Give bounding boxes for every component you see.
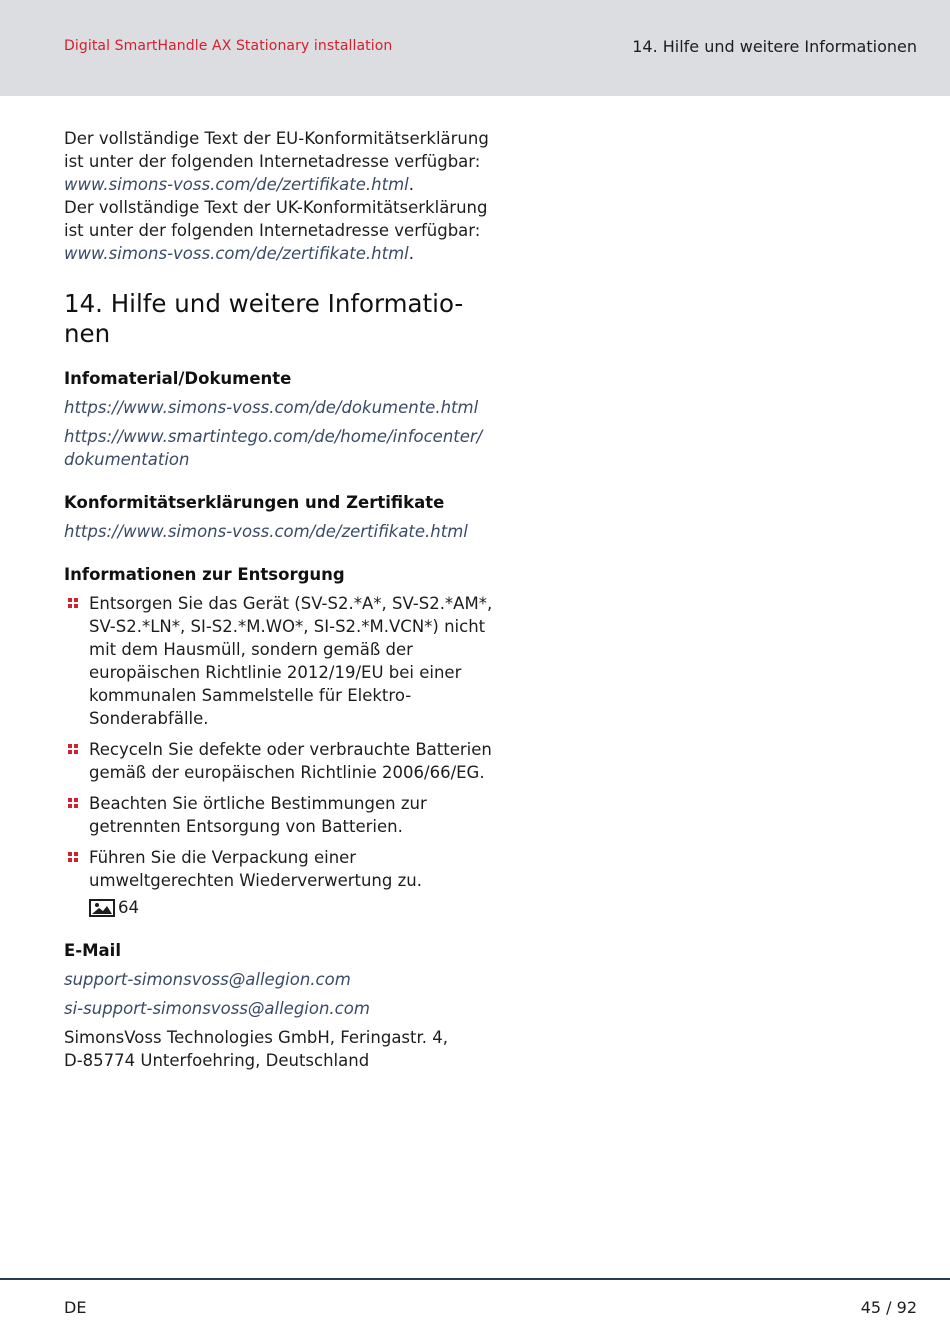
bullet-icon [68, 744, 79, 755]
footer-divider [0, 1278, 950, 1280]
list-item: Recyceln Sie defekte oder verbrauchte Batterien gemäß der europäischen Richtlinie 2006/66/EG. [64, 738, 494, 784]
konformitaet-heading: Konformitätserklärungen und Zertifikate [64, 493, 445, 512]
si-support-email-link[interactable]: si-support-simonsvoss@allegion.com [64, 999, 370, 1018]
company-address: SimonsVoss Technologies GmbH, Feringastr. 4, D-85774 Unterfoehring, Deutschland [64, 1028, 449, 1070]
bullet-icon [68, 852, 79, 863]
uk-declaration-link[interactable]: www.simons-voss.com/de/zertifikate.html [64, 244, 409, 263]
figure-reference[interactable] [89, 896, 494, 919]
bullet-icon [68, 598, 79, 609]
eu-declaration-link[interactable]: www.simons-voss.com/de/zertifikate.html [64, 175, 409, 194]
smartintego-link-row [64, 425, 494, 471]
section-heading: 14. Hilfe und weitere Informatio- nen [64, 289, 464, 348]
list-item: Führen Sie die Verpackung einer umweltgerechten Wiederverwertung zu. 64 [64, 846, 494, 919]
figure-number: 64 [118, 898, 139, 917]
disposal-list [64, 592, 494, 919]
documents-link-row [64, 396, 494, 419]
simons-voss-documents-link[interactable]: https://www.simons-voss.com/de/dokumente.html [64, 398, 479, 417]
chapter-title: 14. Hilfe und weitere Informationen [632, 37, 917, 56]
image-icon [89, 899, 115, 917]
infomaterial-heading: Infomaterial/Dokumente [64, 369, 292, 388]
page-header [0, 0, 950, 96]
main-content [64, 127, 494, 1072]
list-item: Beachten Sie örtliche Bestimmungen zur getrennten Entsorgung von Batterien. [64, 792, 494, 838]
language-code: DE [64, 1298, 87, 1317]
certificates-link-row [64, 520, 494, 543]
list-item: Entsorgen Sie das Gerät (SV-S2.*A*, SV-S2.*AM*, SV-S2.*LN*, SI-S2.*M.WO*, SI-S2.*M.VCN*) nicht mit dem Hausmüll, sondern gemäß der europäischen Richtlinie 2012/19/EU bei einer kommunalen Sammelstelle für Elektro-Sonderabfälle. [64, 592, 494, 730]
email-heading: E-Mail [64, 941, 121, 960]
document-title: Digital SmartHandle AX Stationary installation [64, 38, 393, 54]
bullet-icon [68, 798, 79, 809]
entsorgung-heading: Informationen zur Entsorgung [64, 565, 345, 584]
support-email-row [64, 968, 494, 991]
smartintego-documentation-link[interactable]: https://www.smartintego.com/de/home/infocenter/ dokumentation [64, 427, 483, 469]
certificates-link[interactable]: https://www.simons-voss.com/de/zertifikate.html [64, 522, 468, 541]
eu-declaration-text: Der vollständige Text der EU-Konformitätserklärung ist unter der folgenden Internetadresse verfügbar: www.simons-voss.com/de/zertifikate.html. [64, 129, 489, 194]
si-support-email-row [64, 997, 494, 1020]
support-email-link[interactable]: support-simonsvoss@allegion.com [64, 970, 351, 989]
uk-declaration-text: Der vollständige Text der UK-Konformitätserklärung ist unter der folgenden Internetadresse verfügbar: www.simons-voss.com/de/zertifikate.html. [64, 198, 488, 263]
page-number: 45 / 92 [860, 1298, 917, 1317]
